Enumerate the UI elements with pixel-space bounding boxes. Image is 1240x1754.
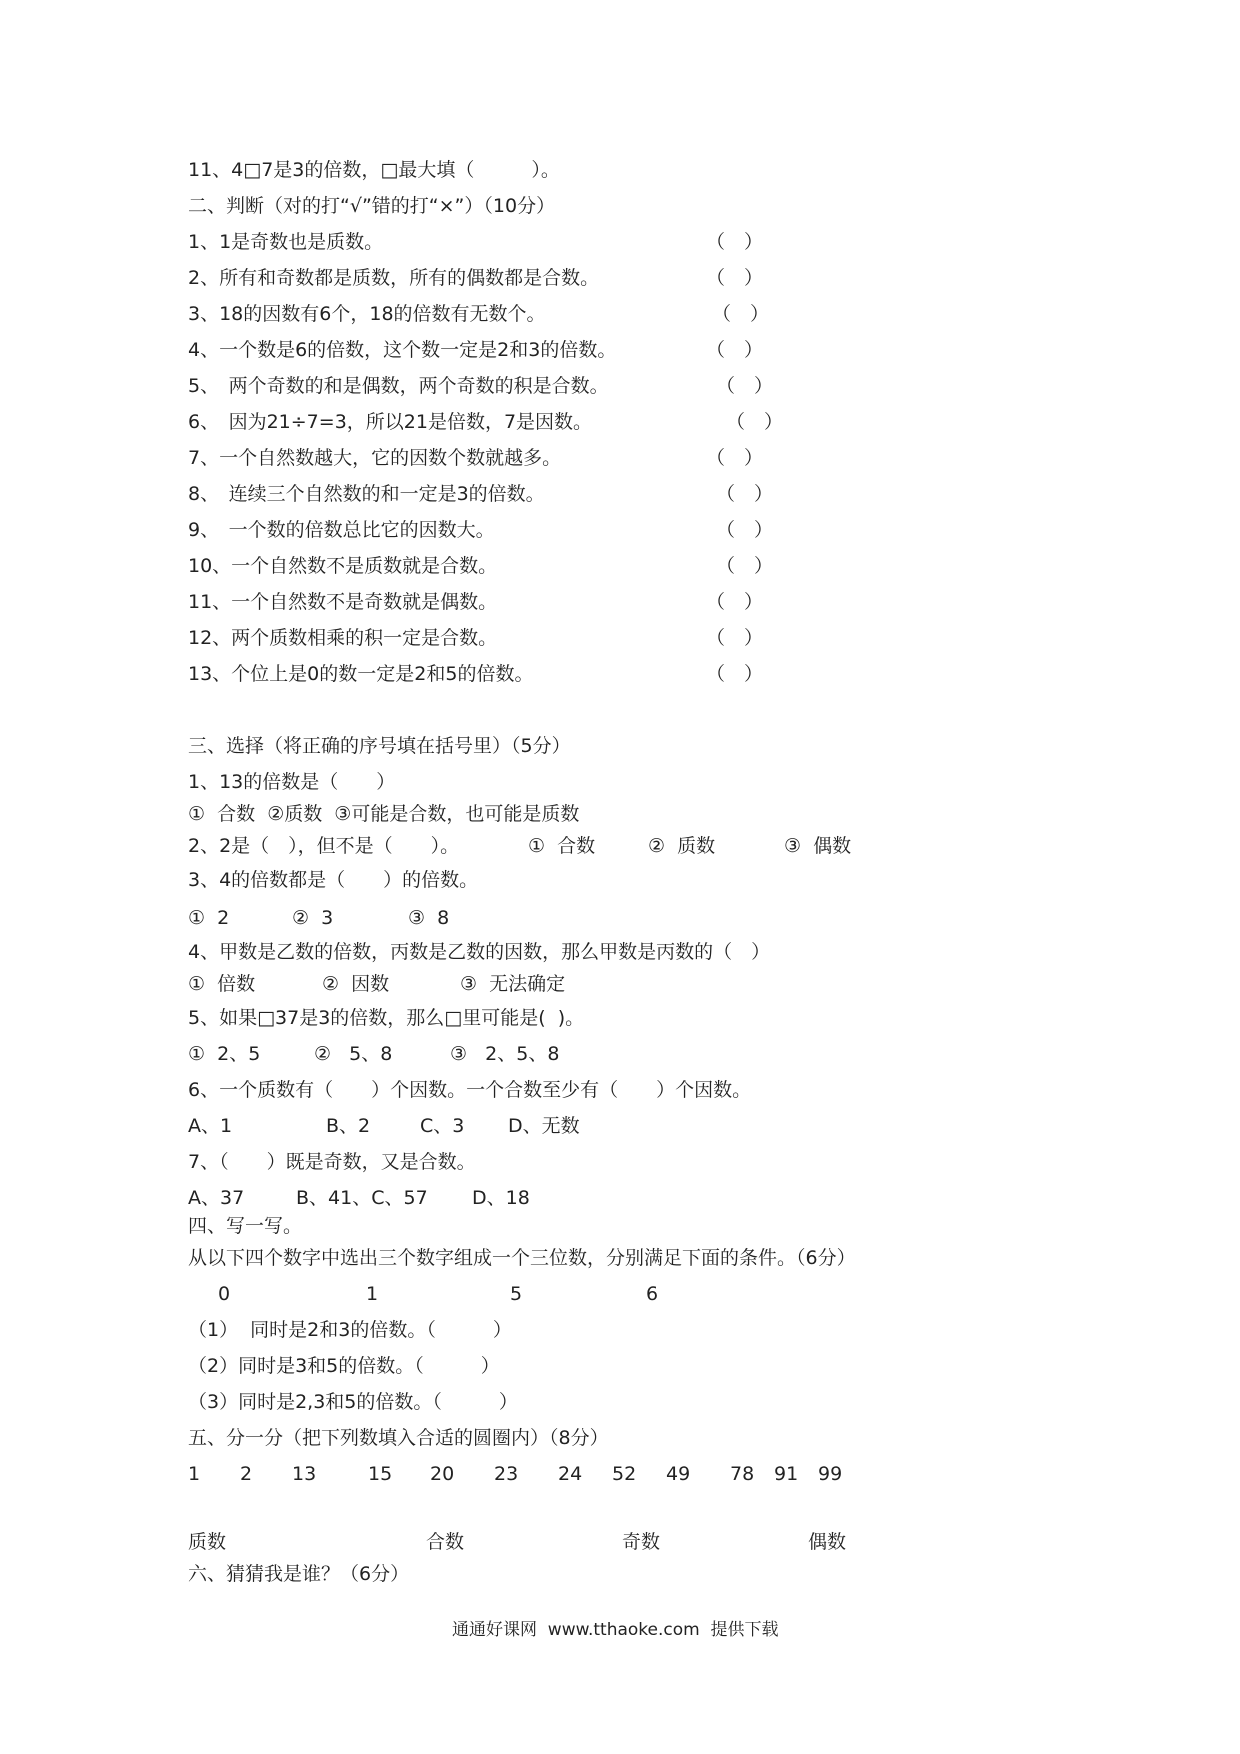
- choice-q3-option: ③ 8: [408, 907, 450, 929]
- classify-group-label: 合数: [426, 1531, 465, 1553]
- judge-answer-blank: （ ）: [706, 627, 764, 649]
- choice-q3-option: ① 2: [188, 907, 230, 929]
- judge-answer-blank: （ ）: [726, 411, 784, 433]
- choice-q6-option: C、3: [420, 1115, 465, 1137]
- classify-group-label: 奇数: [622, 1531, 661, 1553]
- choice-q2: 2、2是（ ），但不是（ ）。: [188, 835, 460, 857]
- judge-item: 11、一个自然数不是奇数就是偶数。: [188, 591, 498, 613]
- classify-number: 15: [368, 1463, 393, 1485]
- write-digit: 0: [218, 1283, 231, 1305]
- write-title: 四、写一写。: [188, 1215, 303, 1237]
- judge-answer-blank: （ ）: [712, 303, 770, 325]
- classify-number: 52: [612, 1463, 637, 1485]
- choice-q7-option: D、18: [472, 1187, 530, 1209]
- choice-q2-option: ③ 偶数: [784, 835, 852, 857]
- choice-q3-option: ② 3: [292, 907, 334, 929]
- choice-q6-option: D、无数: [508, 1115, 580, 1137]
- write-condition-1: （1） 同时是2和3的倍数。（ ）: [188, 1319, 512, 1341]
- choice-q3: 3、4的倍数都是（ ）的倍数。: [188, 869, 479, 891]
- choice-q6: 6、一个质数有（ ）个因数。一个合数至少有（ ）个因数。: [188, 1079, 752, 1101]
- judge-answer-blank: （ ）: [706, 591, 764, 613]
- page-footer: 通通好课网 www.tthaoke.com 提供下载: [452, 1620, 779, 1640]
- judge-item: 7、一个自然数越大，它的因数个数就越多。: [188, 447, 562, 469]
- judge-title: 二、判断（对的打“√”错的打“×”）（10分）: [188, 195, 556, 217]
- choice-q5-option: ① 2、5: [188, 1043, 261, 1065]
- judge-answer-blank: （ ）: [706, 339, 764, 361]
- classify-number: 13: [292, 1463, 317, 1485]
- choice-q6-option: B、2: [326, 1115, 371, 1137]
- choice-q5-option: ② 5、8: [314, 1043, 393, 1065]
- write-digit: 6: [646, 1283, 659, 1305]
- choice-q4: 4、甲数是乙数的倍数，丙数是乙数的因数，那么甲数是丙数的（ ）: [188, 941, 771, 963]
- judge-item: 9、 一个数的倍数总比它的因数大。: [188, 519, 495, 541]
- classify-number: 24: [558, 1463, 583, 1485]
- classify-number: 23: [494, 1463, 519, 1485]
- classify-number: 91: [774, 1463, 799, 1485]
- classify-group-label: 质数: [188, 1531, 227, 1553]
- classify-number: 49: [666, 1463, 691, 1485]
- choice-q4-option: ① 倍数: [188, 973, 256, 995]
- judge-item: 3、18的因数有6个，18的倍数有无数个。: [188, 303, 546, 325]
- choice-q7: 7、（ ）既是奇数，又是合数。: [188, 1151, 476, 1173]
- classify-number: 78: [730, 1463, 755, 1485]
- choice-q5: 5、如果□37是3的倍数，那么□里可能是( )。: [188, 1007, 585, 1029]
- choice-q2-option: ① 合数: [528, 835, 596, 857]
- choice-q1-options: ① 合数 ②质数 ③可能是合数，也可能是质数: [188, 803, 580, 825]
- judge-item: 12、两个质数相乘的积一定是合数。: [188, 627, 498, 649]
- judge-item: 10、一个自然数不是质数就是合数。: [188, 555, 498, 577]
- choice-q4-option: ② 因数: [322, 973, 390, 995]
- write-condition-2: （2）同时是3和5的倍数。（ ）: [188, 1355, 500, 1377]
- choice-q7-option: A、37: [188, 1187, 245, 1209]
- judge-item: 6、 因为21÷7=3，所以21是倍数，7是因数。: [188, 411, 593, 433]
- judge-answer-blank: （ ）: [706, 267, 764, 289]
- judge-item: 2、所有和奇数都是质数，所有的偶数都是合数。: [188, 267, 600, 289]
- choice-q2-option: ② 质数: [648, 835, 716, 857]
- judge-item: 8、 连续三个自然数的和一定是3的倍数。: [188, 483, 545, 505]
- judge-item: 13、个位上是0的数一定是2和5的倍数。: [188, 663, 534, 685]
- classify-group-label: 偶数: [808, 1531, 847, 1553]
- judge-item: 1、1是奇数也是质数。: [188, 231, 384, 253]
- question-11-previous: 11、4□7是3的倍数，□最大填（ ）。: [188, 159, 560, 181]
- judge-item: 5、 两个奇数的和是偶数，两个奇数的积是合数。: [188, 375, 609, 397]
- judge-answer-blank: （ ）: [716, 519, 774, 541]
- choice-q6-option: A、1: [188, 1115, 233, 1137]
- classify-number: 1: [188, 1463, 201, 1485]
- judge-answer-blank: （ ）: [706, 663, 764, 685]
- judge-answer-blank: （ ）: [706, 231, 764, 253]
- judge-answer-blank: （ ）: [716, 375, 774, 397]
- judge-answer-blank: （ ）: [716, 483, 774, 505]
- guess-title: 六、猜猜我是谁？（6分）: [188, 1563, 410, 1585]
- judge-item: 4、一个数是6的倍数，这个数一定是2和3的倍数。: [188, 339, 617, 361]
- classify-number: 20: [430, 1463, 455, 1485]
- choice-q7-option: B、41、C、57: [296, 1187, 428, 1209]
- judge-answer-blank: （ ）: [706, 447, 764, 469]
- classify-number: 2: [240, 1463, 253, 1485]
- choice-q1: 1、13的倍数是（ ）: [188, 771, 396, 793]
- classify-title: 五、分一分（把下列数填入合适的圆圈内）（8分）: [188, 1427, 609, 1449]
- judge-answer-blank: （ ）: [716, 555, 774, 577]
- write-digit: 1: [366, 1283, 379, 1305]
- write-condition-3: （3）同时是2,3和5的倍数。（ ）: [188, 1391, 518, 1413]
- choice-q4-option: ③ 无法确定: [460, 973, 566, 995]
- choice-title: 三、选择（将正确的序号填在括号里）（5分）: [188, 735, 571, 757]
- choice-q5-option: ③ 2、5、8: [450, 1043, 560, 1065]
- classify-number: 99: [818, 1463, 843, 1485]
- write-intro: 从以下四个数字中选出三个数字组成一个三位数，分别满足下面的条件。（6分）: [188, 1247, 856, 1269]
- write-digit: 5: [510, 1283, 523, 1305]
